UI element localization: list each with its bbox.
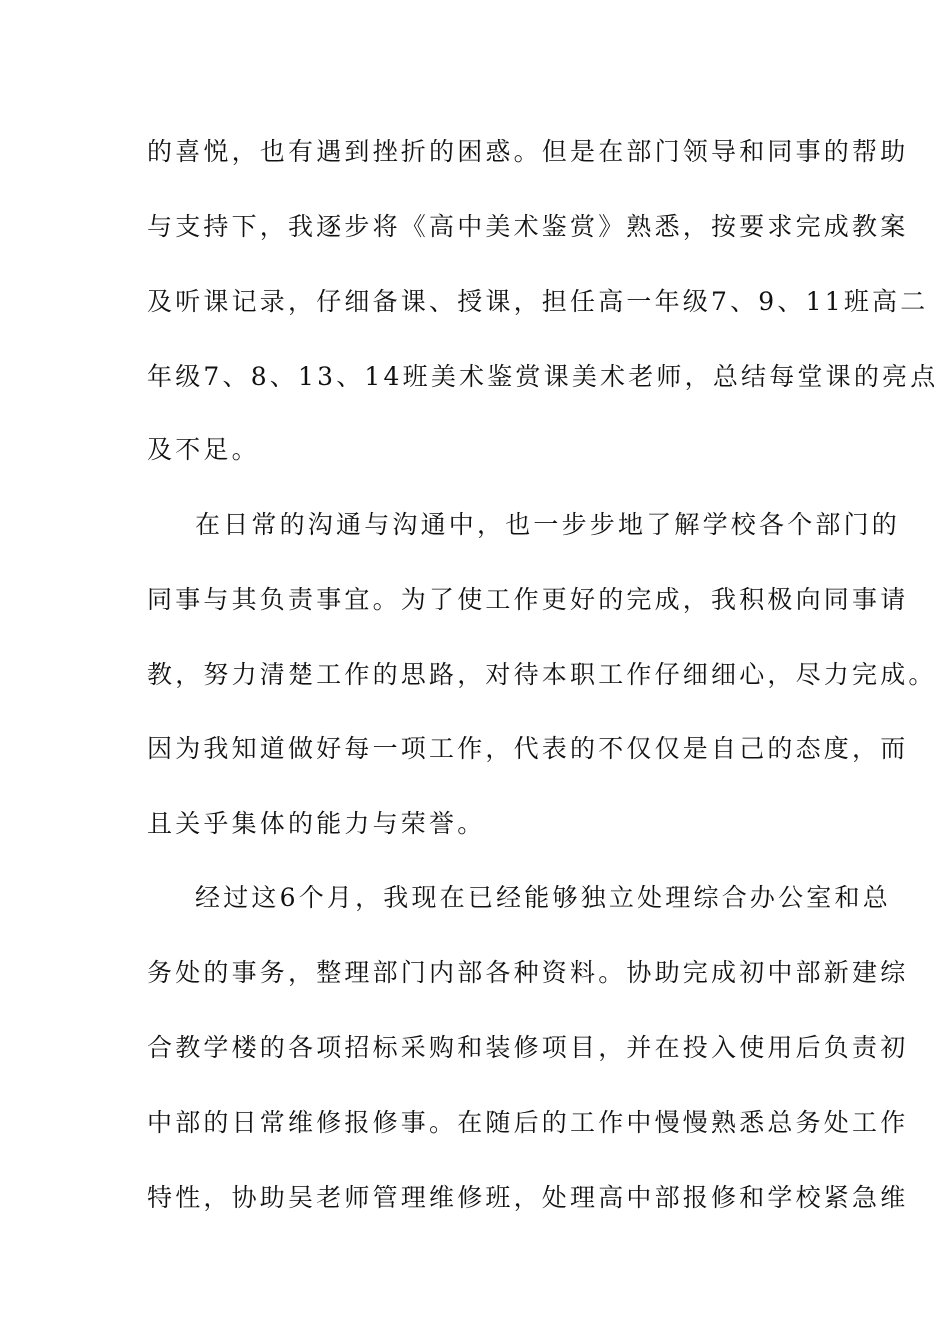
text-line: 因为我知道做好每一项工作，代表的不仅仅是自己的态度，而 bbox=[147, 734, 909, 763]
text-line: 的喜悦，也有遇到挫折的困惑。但是在部门领导和同事的帮助 bbox=[147, 137, 909, 166]
text-line: 教，努力清楚工作的思路，对待本职工作仔细细心，尽力完成。 bbox=[147, 660, 937, 689]
paragraph-first-line: 经过这6个月，我现在已经能够独立处理综合办公室和总 bbox=[195, 883, 891, 912]
text-line: 务处的事务，整理部门内部各种资料。协助完成初中部新建综 bbox=[147, 958, 909, 987]
text-line: 同事与其负责事宜。为了使工作更好的完成，我积极向同事请 bbox=[147, 585, 909, 614]
text-line: 及不足。 bbox=[147, 435, 260, 464]
text-line: 中部的日常维修报修事。在随后的工作中慢慢熟悉总务处工作 bbox=[147, 1108, 909, 1137]
text-line: 合教学楼的各项招标采购和装修项目，并在投入使用后负责初 bbox=[147, 1033, 909, 1062]
text-line: 及听课记录，仔细备课、授课，担任高一年级7、9、11班高二 bbox=[147, 287, 929, 316]
text-line: 且关乎集体的能力与荣誉。 bbox=[147, 809, 486, 838]
text-line: 年级7、8、13、14班美术鉴赏课美术老师，总结每堂课的亮点 bbox=[147, 362, 939, 391]
paragraph-first-line: 在日常的沟通与沟通中，也一步步地了解学校各个部门的 bbox=[195, 510, 901, 539]
text-line: 特性，协助吴老师管理维修班，处理高中部报修和学校紧急维 bbox=[147, 1183, 909, 1212]
text-line: 与支持下，我逐步将《高中美术鉴赏》熟悉，按要求完成教案 bbox=[147, 212, 909, 241]
